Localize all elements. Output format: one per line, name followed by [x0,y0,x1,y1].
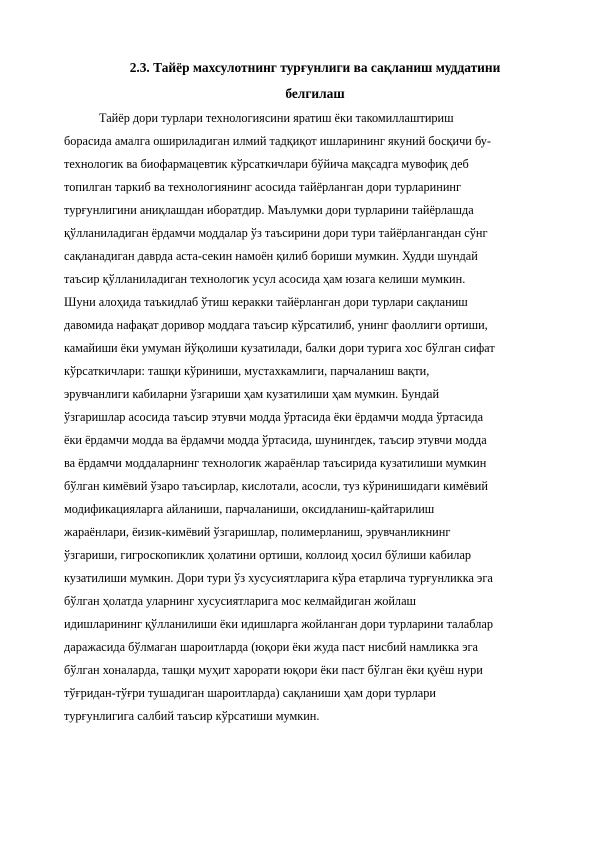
section-heading-continuation: белгилаш [285,86,345,101]
body-text-line: даражасида бўлмаган шароитларда (юқори ёки жуда паст нисбий намликка эга [64,640,478,654]
body-text-line: кузатилиши мумкин. Дори тури ўз хусусиятларига кўра етарлича турғунликка эга [64,571,493,585]
body-text-line: бўлган кимёвий ўзаро таъсирлар, кислотали, асосли, туз кўринишидаги кимёвий [64,479,488,493]
body-text-line: кўрсаткичлари: ташқи кўриниши, мустахкамлиги, парчаланиш вақти, [64,364,430,378]
body-text-line: технологик ва биофармацевтик кўрсаткичлари бўйича мақсадга мувофиқ деб [64,157,469,171]
body-text-line: давомида нафақат доривор моддага таъсир кўрсатилиб, унинг фаоллиги ортиши, [64,318,488,332]
body-text-line: таъсир қўлланиладиган технологик усул асосида ҳам юзага келиши мумкин. [64,272,466,286]
body-text-line: ёки ёрдамчи модда ва ёрдамчи модда ўртасида, шунингдек, таъсир этувчи модда [64,433,487,447]
body-text-line: жараёнлари, ёизик-кимёвий ўзгаришлар, полимерланиш, эрувчанликнинг [64,525,451,539]
body-text-line: қўлланиладиган ёрдамчи моддалар ўз таъсирини дори тури тайёрлангандан сўнг [64,226,488,240]
body-text-line: турғунлигига салбий таъсир кўрсатиши мумкин. [64,709,320,723]
body-text-line: модификацияларга айланиши, парчаланиши, оксидланиш-қайтарилиш [64,502,435,516]
body-text-line: Шуни алоҳида таъкидлаб ўтиш керакки тайёрланган дори турлари сақланиш [64,295,468,309]
body-text-line: борасида амалга ошириладиган илмий тадқиқот ишларининг якуний босқичи бу- [64,134,491,148]
body-text-line: сақланадиган даврда аста-секин намоён қилиб бориши мумкин. Худди шундай [64,249,478,263]
section-heading: 2.3. Тайёр махсулотнинг турғунлиги ва сақланиш муддатини [129,60,501,75]
body-text-line: ўзгаришлар асосида таъсир этувчи модда ўртасида ёки ёрдамчи модда ўртасида [64,410,484,424]
body-text-line: ўзгариши, гигроскопиклик ҳолатини ортиши, коллоид ҳосил бўлиши кабилар [64,548,472,562]
body-text-line: Тайёр дори турлари технологиясини яратиш ёки такомиллаштириш [99,111,454,125]
body-text-line: турғунлигини аниқлашдан иборатдир. Маълумки дори турларини тайёрлашда [64,203,474,217]
body-text-line: ва ёрдамчи моддаларнинг технологик жараёнлар таъсирида кузатилиши мумкин [64,456,487,470]
body-text-line: бўлган ҳолатда уларнинг хусусиятларига мос келмайдиган жойлаш [64,594,416,608]
body-text-line: эрувчанлиги кабиларни ўзгариши ҳам кузатилиши ҳам мумкин. Бундай [64,387,440,401]
body-text-line: бўлган хоналарда, ташқи муҳит харорати юқори ёки паст бўлган ёки қуёш нури [64,663,483,677]
body-text-line: тўғридан-тўғри тушадиган шароитларда) сақланиши ҳам дори турлари [64,686,436,700]
body-text-line: идишларининг қўлланилиши ёки идишларга жойланган дори турларини талаблар [64,617,493,631]
body-text-line: камайиши ёки умуман йўқолиши кузатилади, балки дори турига хос бўлган сифат [64,341,495,355]
body-text-line: топилган таркиб ва технологиянинг асосида тайёрланган дори турларининг [64,180,462,194]
